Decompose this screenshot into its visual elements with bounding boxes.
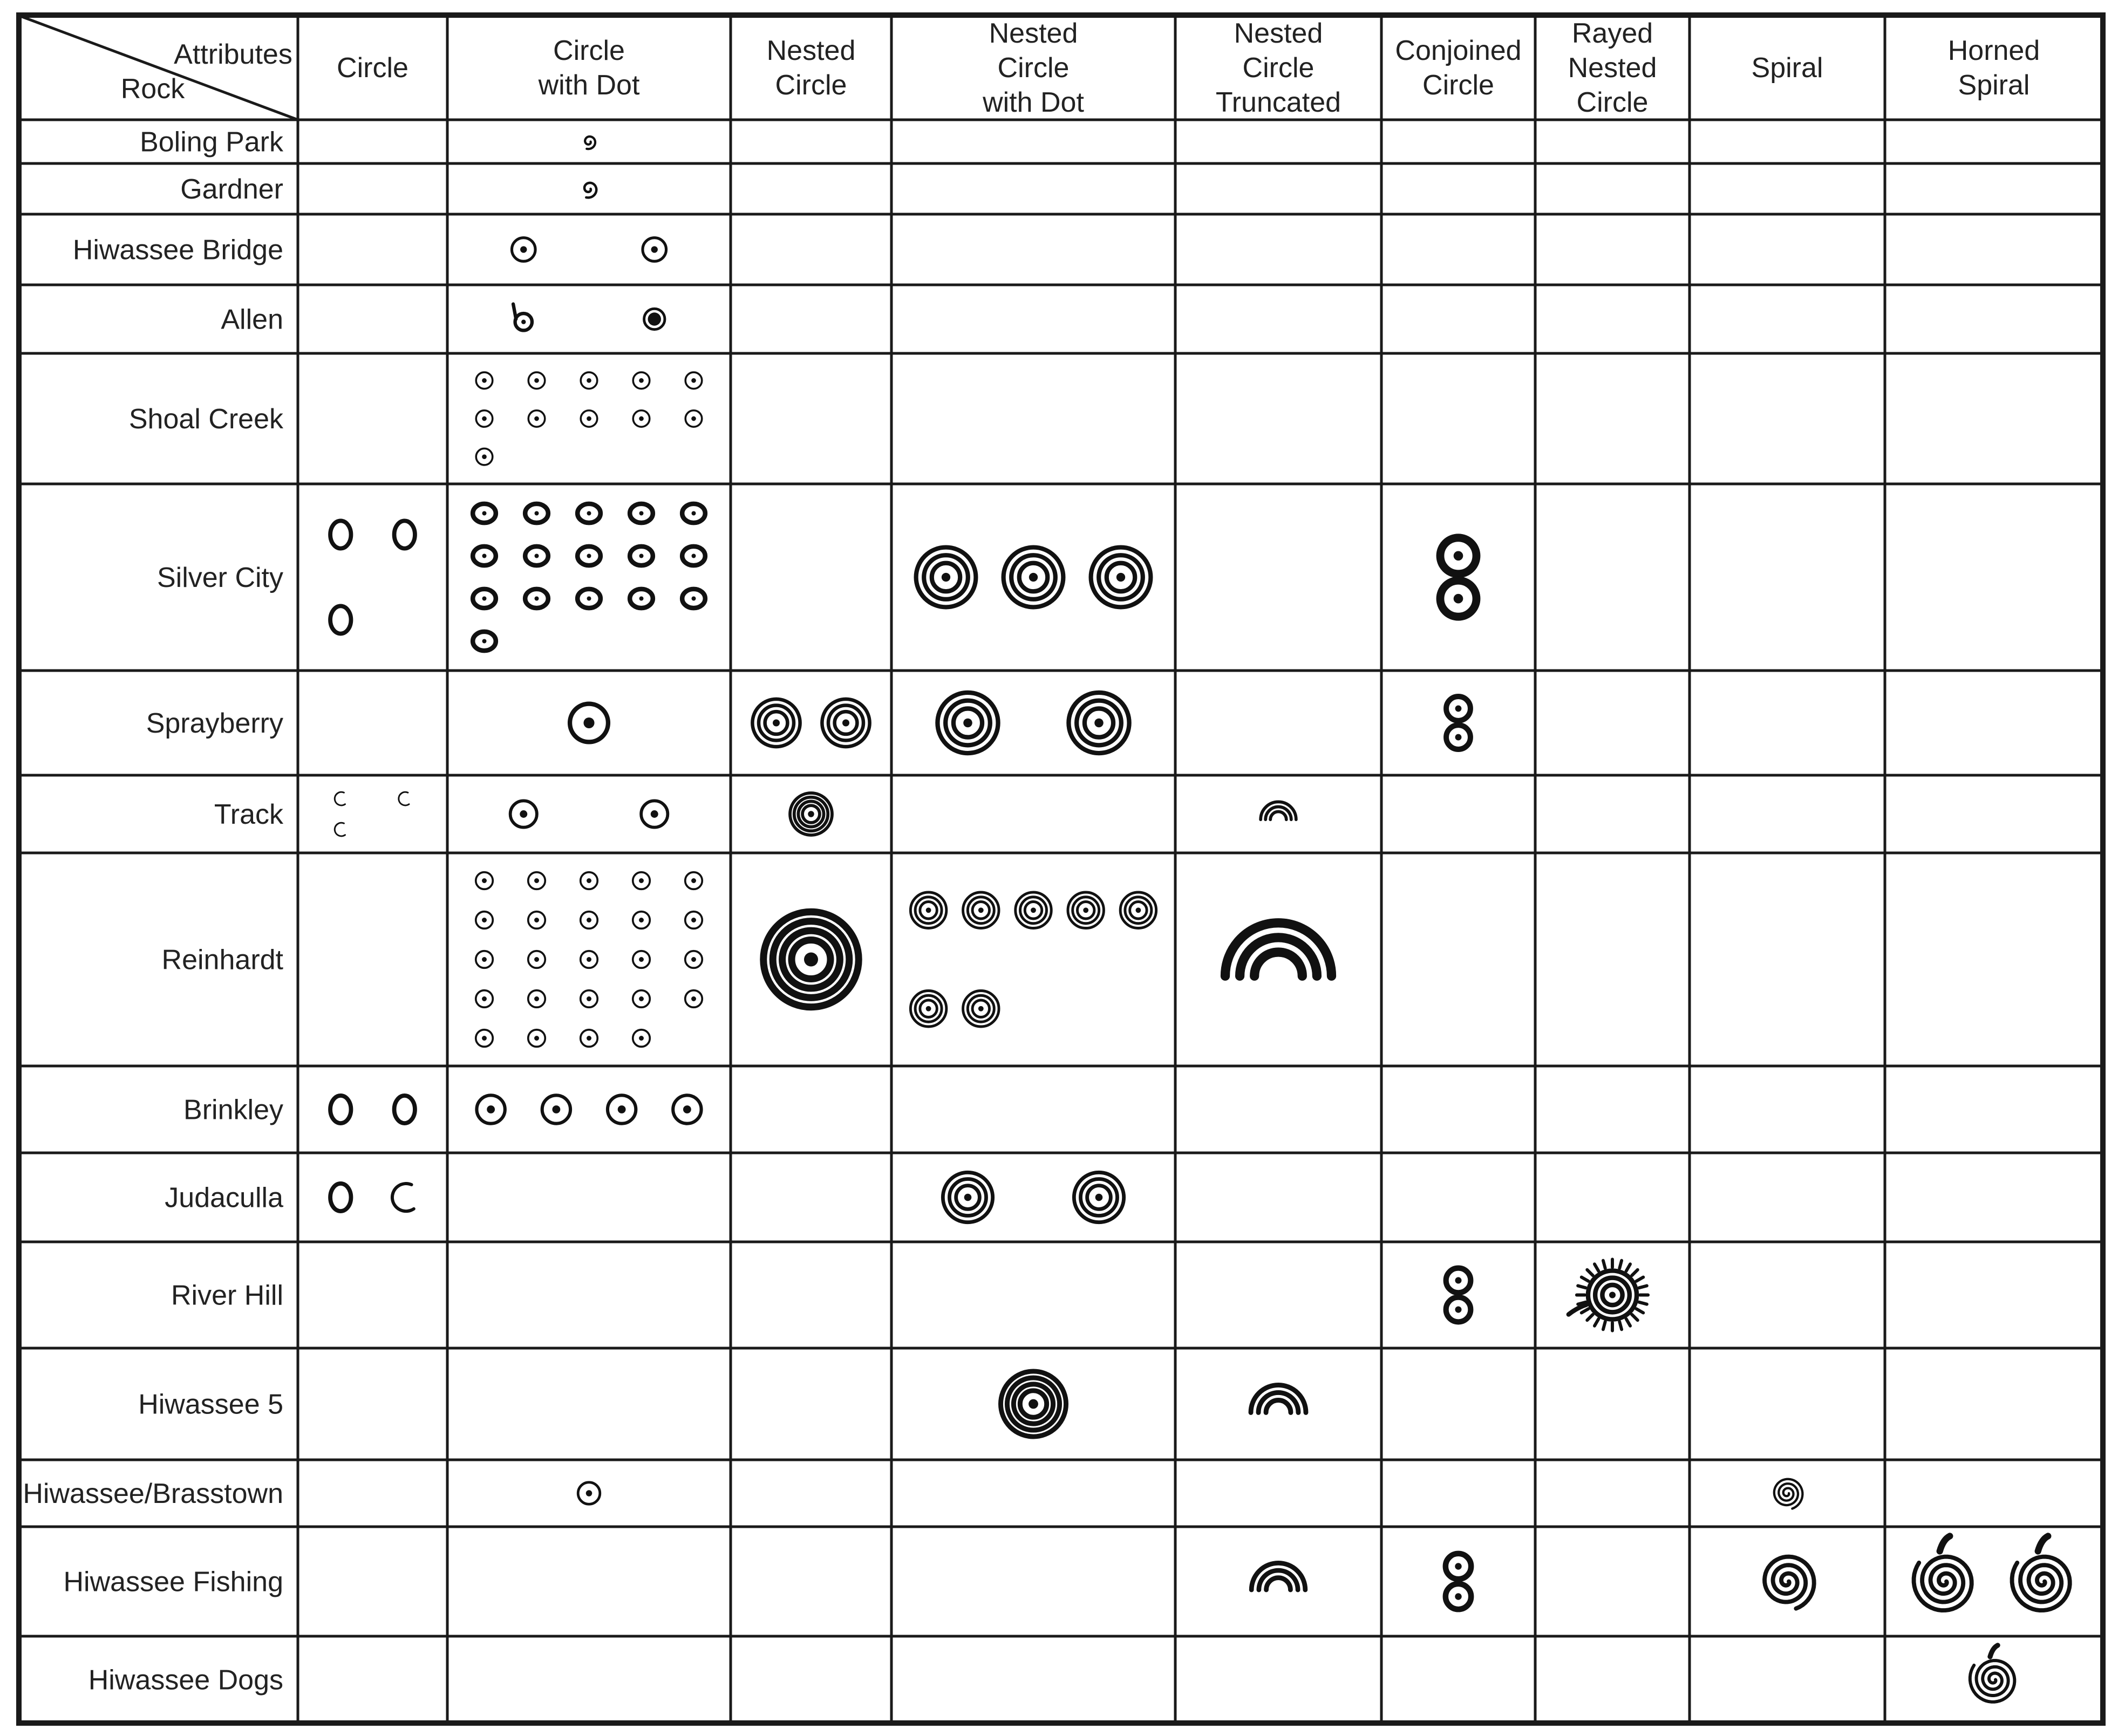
- glyph-nested: [1120, 892, 1156, 928]
- column-header-rayed-nested-circle: Circle: [1576, 87, 1649, 118]
- column-header-nested-circle-truncated: Nested: [1234, 18, 1323, 49]
- column-header-nested-circle-with-dot: with Dot: [983, 87, 1084, 118]
- column-header-conjoined-circle: Conjoined: [1395, 35, 1522, 66]
- glyph-nested: [963, 991, 999, 1027]
- column-header-nested-circle: Circle: [775, 70, 847, 101]
- glyph-nested: [910, 892, 946, 928]
- column-header-nested-circle: Nested: [766, 35, 856, 66]
- column-header-horned-spiral: Spiral: [1958, 70, 2030, 101]
- row-label: Gardner: [180, 174, 283, 205]
- row-label: Hiwassee Fishing: [63, 1566, 283, 1598]
- row-label: Hiwassee 5: [138, 1389, 283, 1420]
- row-label: Judaculla: [165, 1182, 283, 1214]
- glyph-nested: [1068, 693, 1129, 753]
- row-label: Reinhardt: [161, 944, 283, 976]
- row-label: River Hill: [171, 1280, 283, 1311]
- row-label: Silver City: [156, 562, 283, 593]
- glyph-nested: [910, 991, 946, 1027]
- column-header-rayed-nested-circle: Nested: [1568, 52, 1657, 84]
- rock-axis-label: Rock: [120, 73, 185, 105]
- glyph-nested: [1016, 892, 1051, 928]
- column-header-rayed-nested-circle: Rayed: [1571, 18, 1653, 49]
- column-header-circle-with-dot: Circle: [553, 35, 625, 66]
- attributes-axis-label: Attributes: [174, 39, 292, 70]
- glyph-nested: [963, 892, 999, 928]
- glyph-nested: [1091, 548, 1151, 607]
- row-label: Boling Park: [140, 126, 283, 158]
- row-label: Hiwassee Dogs: [88, 1664, 283, 1696]
- glyph-nested: [752, 699, 800, 747]
- row-label: Sprayberry: [146, 708, 283, 739]
- column-header-nested-circle-truncated: Truncated: [1215, 87, 1341, 118]
- column-header-circle: Circle: [337, 52, 408, 84]
- column-header-nested-circle-truncated: Circle: [1242, 52, 1315, 84]
- glyph-nested: [937, 693, 998, 753]
- column-header-circle-with-dot: with Dot: [538, 70, 640, 101]
- glyph-nested: [916, 548, 976, 607]
- column-header-nested-circle-with-dot: Nested: [989, 18, 1078, 49]
- row-label: Allen: [221, 304, 283, 336]
- column-header-nested-circle-with-dot: Circle: [997, 52, 1070, 84]
- glyph-nested: [1074, 1172, 1123, 1222]
- row-label: Brinkley: [183, 1094, 283, 1126]
- row-label: Track: [214, 799, 283, 830]
- glyph-nested: [822, 699, 869, 747]
- column-header-horned-spiral: Horned: [1947, 35, 2040, 66]
- row-label: Hiwassee/Brasstown: [23, 1478, 283, 1509]
- glyph-nested: [1004, 548, 1064, 607]
- row-label: Shoal Creek: [128, 404, 283, 435]
- row-label: Hiwassee Bridge: [72, 234, 283, 266]
- glyph-nested: [943, 1172, 992, 1222]
- column-header-spiral: Spiral: [1751, 52, 1823, 84]
- column-header-conjoined-circle: Circle: [1422, 70, 1494, 101]
- glyph-nested: [1068, 892, 1104, 928]
